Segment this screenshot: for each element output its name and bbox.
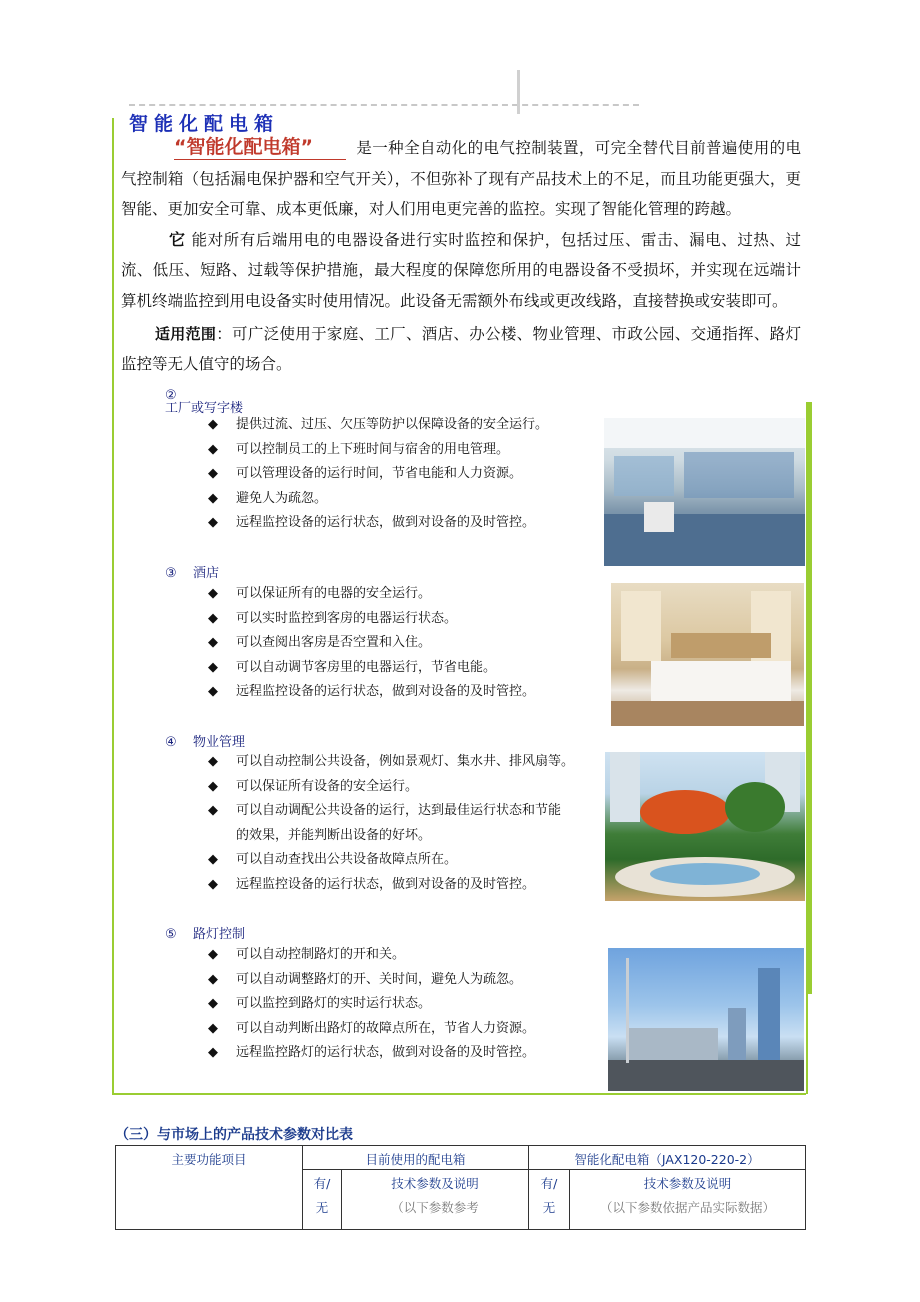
scope-paragraph <box>121 319 801 380</box>
bullet-diamond-icon: ◆ <box>208 803 218 818</box>
list-item: ◆ 可以自动调整路灯的开、关时间，避免人为疏忽。 <box>208 968 598 993</box>
list-item: ◆ 远程监控设备的运行状态，做到对设备的及时管控。 <box>208 873 593 898</box>
bullet-diamond-icon: ◆ <box>208 610 218 626</box>
office-photo <box>604 418 805 566</box>
bullet-diamond-icon: ◆ <box>208 635 218 650</box>
bullet-diamond-icon: ◆ <box>208 490 218 506</box>
bullet-diamond-icon: ◆ <box>208 1020 218 1036</box>
table-header-smart: 智能化配电箱（JAX120-220-2） <box>529 1146 806 1170</box>
list-item: ◆ 远程监控设备的运行状态，做到对设备的及时管控。 <box>208 511 598 536</box>
park-illustration <box>605 752 805 901</box>
frame-right-accent <box>808 402 812 994</box>
table-has-smart: 有/ 无 <box>529 1170 570 1230</box>
brand-name: “智能化配电箱” <box>174 135 346 160</box>
list-item: ◆ 远程监控路灯的运行状态，做到对设备的及时管控。 <box>208 1041 598 1066</box>
street-illustration <box>608 948 804 1091</box>
intro-paragraph-1 <box>121 133 801 225</box>
list-item: ◆ 可以实时监控到客房的电器运行状态。 <box>208 607 598 632</box>
frame-bottom-border <box>112 1093 806 1095</box>
scope-text: ：可广泛使用于家庭、工厂、酒店、办公楼、物业管理、市政公园、交通指挥、路灯监控等无人值守的场合。 <box>121 324 801 374</box>
section-3-heading: ③ 酒店 <box>165 566 220 581</box>
list-item: ◆ 可以控制员工的上下班时间与宿舍的用电管理。 <box>208 438 598 463</box>
bullet-diamond-icon: ◆ <box>208 417 218 432</box>
list-item: ◆ 可以自动判断出路灯的故障点所在，节省人力资源。 <box>208 1017 598 1042</box>
street-lights-photo <box>608 948 804 1091</box>
table-header-current: 目前使用的配电箱 <box>303 1146 529 1170</box>
section-2-number: ② <box>165 388 177 403</box>
hotel-illustration <box>611 583 804 726</box>
section-4-list <box>208 750 593 897</box>
list-item: ◆ 可以保证所有的电器的安全运行。 <box>208 582 598 607</box>
intro-paragraph-1-text: 是一种全自动化的电气控制装置，可完全替代目前普遍使用的电气控制箱（包括漏电保护器和空气开关），不但弥补了现有产品技术上的不足，而且功能更强大，更智能、更加安全可靠、成本更低廉，对人们用电更完善的监控。实现了智能化管理的跨越。 <box>121 139 801 219</box>
bullet-diamond-icon: ◆ <box>208 586 218 601</box>
list-item: ◆ 可以管理设备的运行时间，节省电能和人力资源。 <box>208 462 598 487</box>
hotel-room-photo <box>611 583 804 726</box>
bullet-diamond-icon: ◆ <box>208 1045 218 1060</box>
scope-label: 适用范围 <box>155 324 217 343</box>
bullet-diamond-icon: ◆ <box>208 971 218 987</box>
bullet-diamond-icon: ◆ <box>208 947 218 962</box>
section-3-list <box>208 582 598 705</box>
table-header-main: 主要功能项目 <box>116 1146 303 1230</box>
bullet-diamond-icon: ◆ <box>208 778 218 794</box>
table-title: （三）与市场上的产品技术参数对比表 <box>115 1127 353 1143</box>
intro-text <box>121 133 801 380</box>
list-item: ◆ 可以自动查找出公共设备故障点所在。 <box>208 848 593 873</box>
cutoff-heading: 智能化配电箱 <box>129 113 280 135</box>
list-item: ◆ 远程监控设备的运行状态，做到对设备的及时管控。 <box>208 680 598 705</box>
frame-left-border <box>112 118 114 1094</box>
bullet-diamond-icon: ◆ <box>208 441 218 457</box>
park-fountain-photo <box>605 752 805 901</box>
bullet-diamond-icon: ◆ <box>208 996 218 1011</box>
bullet-diamond-icon: ◆ <box>208 659 218 675</box>
bullet-diamond-icon: ◆ <box>208 684 218 699</box>
office-illustration <box>604 418 805 566</box>
list-item: ◆ 可以自动控制路灯的开和关。 <box>208 943 598 968</box>
list-item: ◆ 可以查阅出客房是否空置和入住。 <box>208 631 598 656</box>
bullet-diamond-icon: ◆ <box>208 466 218 481</box>
table-has-current: 有/ 无 <box>303 1170 342 1230</box>
section-2-title: 工厂或写字楼 <box>165 401 244 416</box>
list-item: ◆ 可以保证所有设备的安全运行。 <box>208 775 593 800</box>
list-item: ◆ 提供过流、过压、欠压等防护以保障设备的安全运行。 <box>208 413 598 438</box>
intro-paragraph-2-lead: 它 <box>169 229 186 249</box>
section-4-heading: ④ 物业管理 <box>165 735 246 750</box>
bullet-diamond-icon: ◆ <box>208 754 218 769</box>
table-param-current: 技术参数及说明 （以下参数参考 <box>342 1170 529 1230</box>
intro-paragraph-2-text: 能对所有后端用电的电器设备进行实时监控和保护，包括过压、雷击、漏电、过热、过流、低压、短路、过载等保护措施，最大程度的保障您所用的电器设备不受损坏，并实现在远端计算机终端监控到用电设备实时使用情况。此设备无需额外布线或更改线路，直接替换或安装即可。 <box>121 230 801 310</box>
section-2-heading <box>165 388 465 416</box>
top-vertical-line <box>517 70 520 114</box>
comparison-table <box>115 1145 806 1230</box>
bullet-diamond-icon: ◆ <box>208 852 218 867</box>
list-item: ◆ 可以自动控制公共设备，例如景观灯、集水井、排风扇等。 <box>208 750 593 775</box>
list-item: ◆ 避免人为疏忽。 <box>208 487 598 512</box>
intro-paragraph-2 <box>121 225 801 317</box>
section-5-list <box>208 943 598 1066</box>
list-item: ◆ 可以自动调节客房里的电器运行，节省电能。 <box>208 656 598 681</box>
table-param-smart: 技术参数及说明 （以下参数依据产品实际数据） <box>570 1170 806 1230</box>
section-5-heading: ⑤ 路灯控制 <box>165 927 246 942</box>
bullet-diamond-icon: ◆ <box>208 515 218 530</box>
list-item: ◆ 可以自动调配公共设备的运行，达到最佳运行状态和节能的效果，并能判断出设备的好坏。 <box>208 799 593 848</box>
list-item: ◆ 可以监控到路灯的实时运行状态。 <box>208 992 598 1017</box>
bullet-diamond-icon: ◆ <box>208 876 218 892</box>
section-2-list <box>208 413 598 536</box>
